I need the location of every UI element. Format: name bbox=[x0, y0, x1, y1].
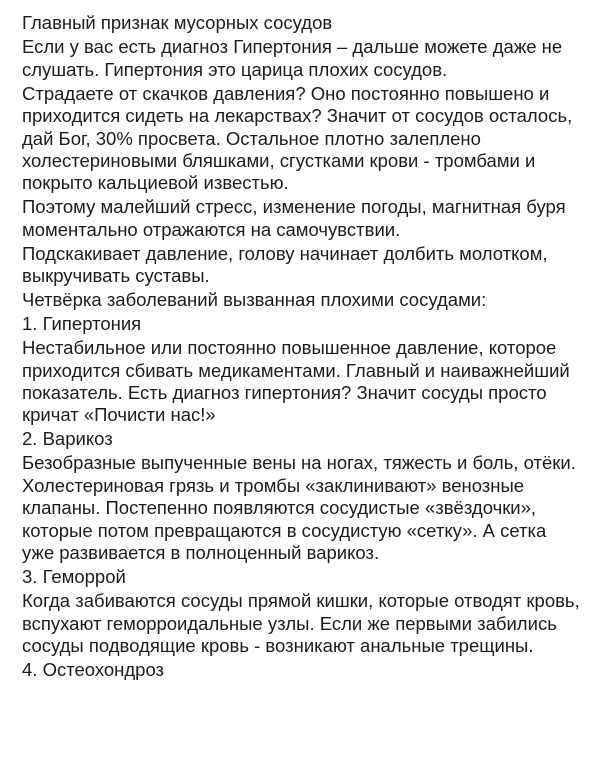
paragraph-stress: Поэтому малейший стресс, изменение погоды, магнитная буря моментально отражаются на самочувствии. bbox=[22, 196, 566, 240]
list-item-text-hypertension: Нестабильное или постоянно повышенное давление, которое приходится сбивать медикаментами. Главный и наиважнейший показатель. Есть диагноз гипертония? Значит сосуды просто кричат «Почисти нас!» bbox=[22, 337, 570, 426]
list-item-heading-osteochondrosis: 4. Остеохондроз bbox=[22, 658, 165, 680]
list-item-text-varicose: Безобразные выпученные вены на ногах, тяжесть и боль, отёки. Холестериновая грязь и тромбы «заклинивают» венозные клапаны. Постепенно появляются сосудистые «звёздочки», которые потом превращаются в сосудистую «сетку». А сетка уже развивается в полноценный варикоз. bbox=[22, 452, 576, 564]
list-item-heading-hypertension: 1. Гипертония bbox=[22, 313, 142, 335]
paragraph-pressure-jumps: Страдаете от скачков давления? Оно постоянно повышено и приходится сидеть на лекарствах? Значит от сосудов осталось, дай Бог, 30% просвета. Остальное плотно залеплено холестериновыми бляшками, сгустками крови - тромбами и покрыто кальциевой известью. bbox=[22, 82, 573, 194]
paragraph-symptoms: Подскакивает давление, голову начинает долбить молотком, выкручивать суставы. bbox=[22, 242, 548, 287]
list-item-heading-hemorrhoids: 3. Геморрой bbox=[22, 566, 126, 588]
list-item-heading-varicose: 2. Варикоз bbox=[22, 428, 113, 450]
paragraph-list-intro: Четвёрка заболеваний вызванная плохими сосудами: bbox=[22, 289, 487, 311]
paragraph-hypertension-intro: Если у вас есть диагноз Гипертония – дальше можете даже не слушать. Гипертония это царица плохих сосудов. bbox=[22, 36, 563, 80]
list-item-text-hemorrhoids: Когда забиваются сосуды прямой кишки, которые отводят кровь, вспухают геморроидальные узлы. Если же первыми забились сосуды подводящие кровь - возникают анальные трещины. bbox=[22, 590, 580, 656]
post-title: Главный признак мусорных сосудов bbox=[22, 12, 333, 33]
